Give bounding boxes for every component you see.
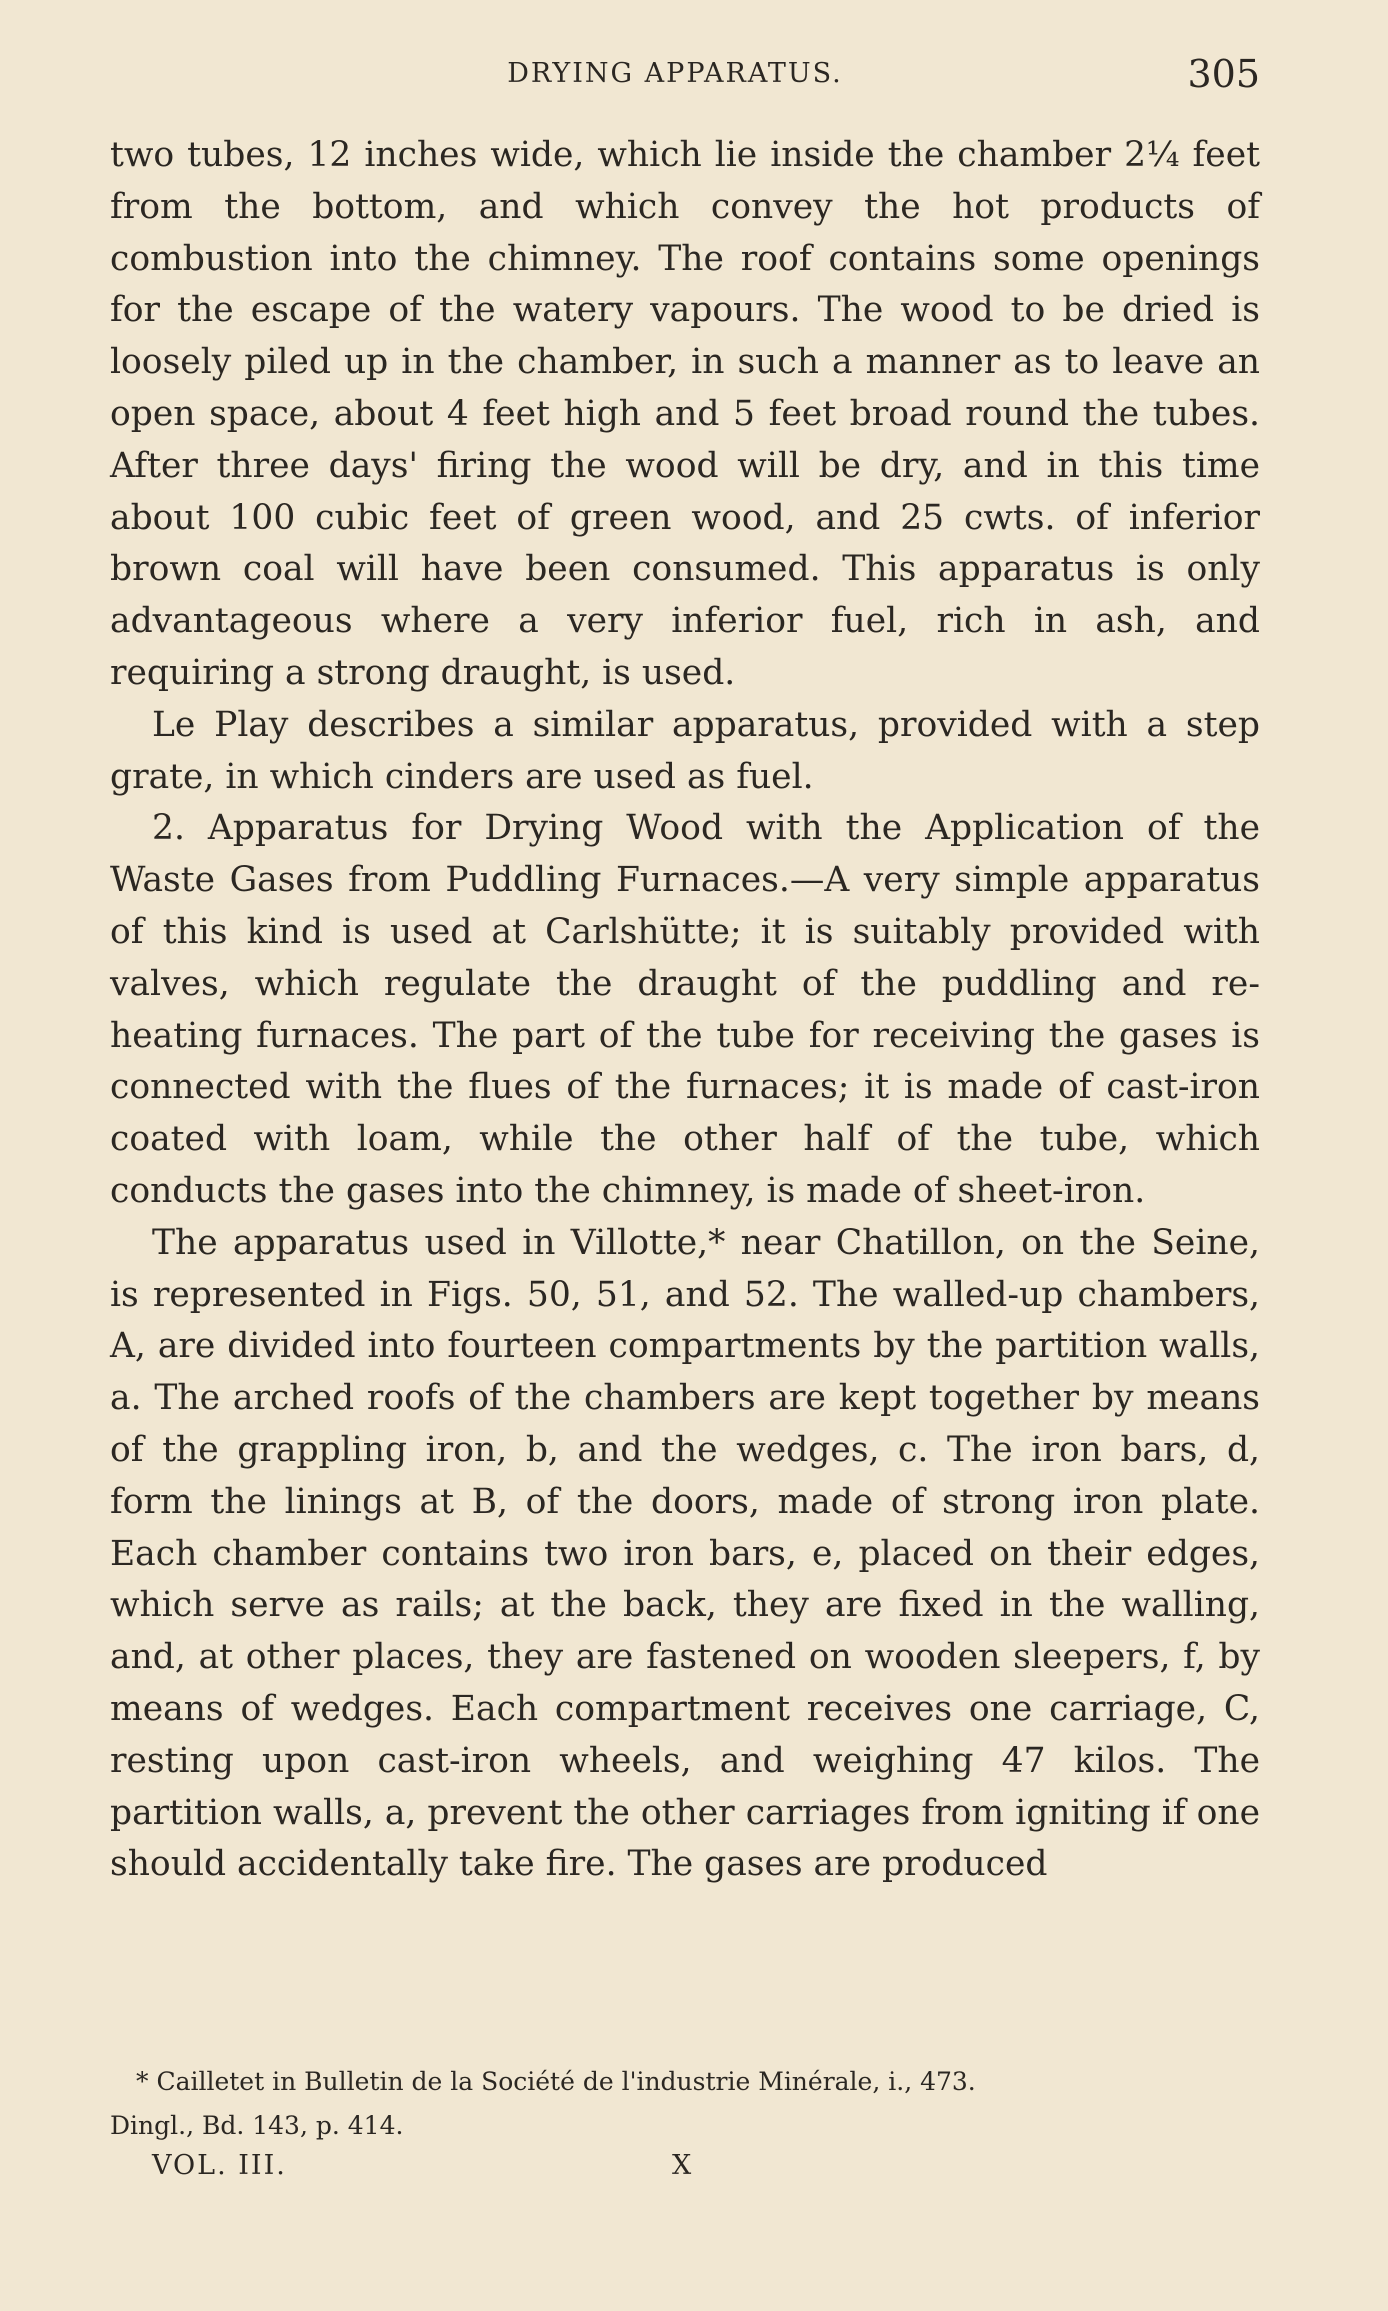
paragraph-villotte: The apparatus used in Villotte,* near Chatillon, on the Seine, is represented in Figs. 50, 51, and 52. The walled-up chambers, A, are divided into fourteen compartments by the partition walls, a. The arched roofs of the chambers are kept together by means of the grappling iron, b, and the wedges, c. The iron bars, d, form the linings at B, of the doors, made of strong iron plate. Each chamber contains two iron bars, e, placed on their edges, which serve as rails; at the back, they are fixed in the walling, and, at other places, they are fastened on wooden sleepers, f, by means of wedges. Each compartment receives one carriage, C, resting upon cast-iron wheels, and weighing 47 kilos. The partition walls, a, prevent the other carriages from igniting if one should accidentally take fire. The gases are produced	[110, 1222, 1260, 1885]
page-header	[110, 52, 1260, 102]
footnote-cailletet: * Cailletet in Bulletin de la Société de l'industrie Minérale, i., 473.	[136, 2067, 976, 2096]
paragraph-le-play: Le Play describes a similar apparatus, provided with a step grate, in which cinders are used as fuel.	[110, 704, 1260, 797]
signature-line	[152, 2150, 752, 2181]
volume-label: VOL. III.	[152, 2150, 287, 2181]
footnote-dingl: Dingl., Bd. 143, p. 414.	[110, 2111, 404, 2140]
footnotes	[110, 2060, 1260, 2148]
paragraph-section-2: 2. Apparatus for Drying Wood with the Application of the Waste Gases from Puddling Furnaces.—A very simple apparatus of this kind is used at Carlshütte; it is suitably provided with valves, which regulate the draught of the puddling and re-heating furnaces. The part of the tube for receiving the gases is connected with the flues of the furnaces; it is made of cast-iron coated with loam, while the other half of the tube, which conducts the gases into the chimney, is made of sheet-iron.	[110, 808, 1260, 1211]
page-number: 305	[1187, 52, 1260, 96]
running-head: DRYING APPARATUS.	[507, 58, 843, 89]
signature-mark: X	[672, 2150, 694, 2181]
paragraph-continued: two tubes, 12 inches wide, which lie inside the chamber 2¼ feet from the bottom, and which convey the hot products of combustion into the chimney. The roof contains some openings for the escape of the watery vapours. The wood to be dried is loosely piled up in the chamber, in such a manner as to leave an open space, about 4 feet high and 5 feet broad round the tubes. After three days' firing the wood will be dry, and in this time about 100 cubic feet of green wood, and 25 cwts. of inferior brown coal will have been consumed. This apparatus is only advantageous where a very inferior fuel, rich in ash, and requiring a strong draught, is used.	[110, 135, 1260, 693]
body-text	[110, 130, 1260, 1891]
